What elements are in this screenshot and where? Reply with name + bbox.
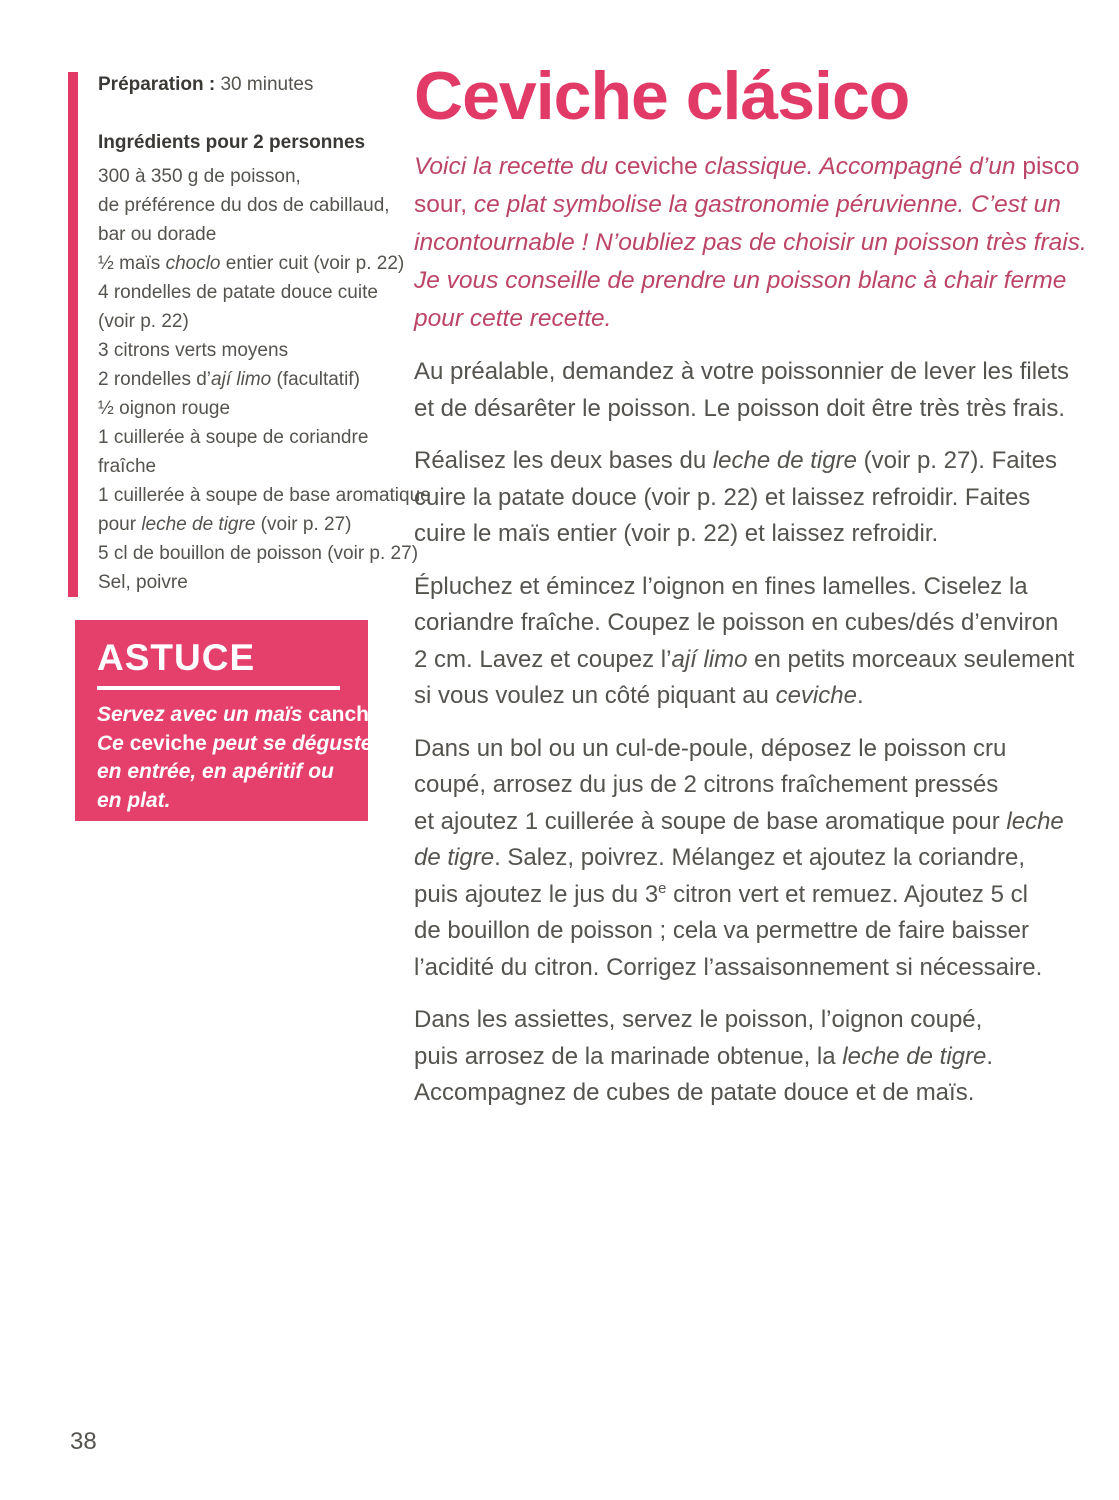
prep-time-label: Préparation : xyxy=(98,74,216,95)
recipe-intro: Voici la recette du ceviche classique. Accompagné d’un pisco sour, ce plat symbolise la gastronomie péruvienne. C’est un incontournable ! N’oubliez pas de choisir un poisson très frais. Je vous conseille de prendre un poisson blanc à chair ferme pour cette recette. xyxy=(414,153,1087,332)
astuce-divider xyxy=(97,686,340,690)
recipe-paragraph-3: Épluchez et émincez l’oignon en fines lamelles. Ciselez la coriandre fraîche. Coupez le poisson en cubes/dés d’environ 2 cm. Lavez et coupez l’ají limo en petits morceaux seulement si vous voulez un côté piquant au ceviche. xyxy=(414,572,1075,709)
recipe-paragraph-1: Au préalable, demandez à votre poissonnier de lever les filets et de désarêter le poisson. Le poisson doit être très très frais. xyxy=(414,358,1070,422)
astuce-box xyxy=(75,620,387,821)
recipe-title: Ceviche clásico xyxy=(414,58,910,134)
recipe-paragraph-5: Dans les assiettes, servez le poisson, l’oignon coupé, puis arrosez de la marinade obtenue, la leche de tigre. Accompagnez de cubes de patate douce et de maïs. xyxy=(414,1006,994,1106)
recipe-paragraph-4: Dans un bol ou un cul-de-poule, déposez le poisson cru coupé, arrosez du jus de 2 citrons fraîchement pressés et ajoutez 1 cuillerée à soupe de base aromatique pour leche de tigre. Salez, poivrez. Mélangez et ajoutez la coriandre, puis ajoutez le jus du 3e citron vert et remuez. Ajoutez 5 cl de bouillon de poisson ; cela va permettre de faire baisser l’acidité du citron. Corrigez l’assaisonnement si nécessaire. xyxy=(414,734,1064,981)
ingredients-sidebar xyxy=(68,72,431,597)
prep-time xyxy=(98,72,380,98)
page-number: 38 xyxy=(70,1428,97,1455)
astuce-text: Servez avec un maïs cancha. Ce ceviche peut se déguster en entrée, en apéritif ou en plat. xyxy=(97,703,387,812)
prep-time-value: 30 minutes xyxy=(220,74,314,95)
ingredients-title: Ingrédients pour 2 personnes xyxy=(98,132,366,153)
ingredients-list: 300 à 350 g de poisson, de préférence du dos de cabillaud, bar ou dorade ½ maïs choclo entier cuit (voir p. 22) 4 rondelles de patate douce cuite (voir p. 22) 3 citrons verts moyens 2 rondelles d’ají limo (facultatif) ½ oignon rouge 1 cuillerée à soupe de coriandre fraîche 1 cuillerée à soupe de base aromatique pour leche de tigre (voir p. 27) 5 cl de bouillon de poisson (voir p. 27) Sel, poivre xyxy=(98,166,431,593)
recipe-main xyxy=(414,58,1087,1112)
astuce-title: ASTUCE xyxy=(97,637,256,678)
recipe-paragraph-2: Réalisez les deux bases du leche de tigre (voir p. 27). Faites cuire la patate douce (voir p. 22) et laissez refroidir. Faites cuire le maïs entier (voir p. 22) et laissez refroidir. xyxy=(414,447,1057,547)
